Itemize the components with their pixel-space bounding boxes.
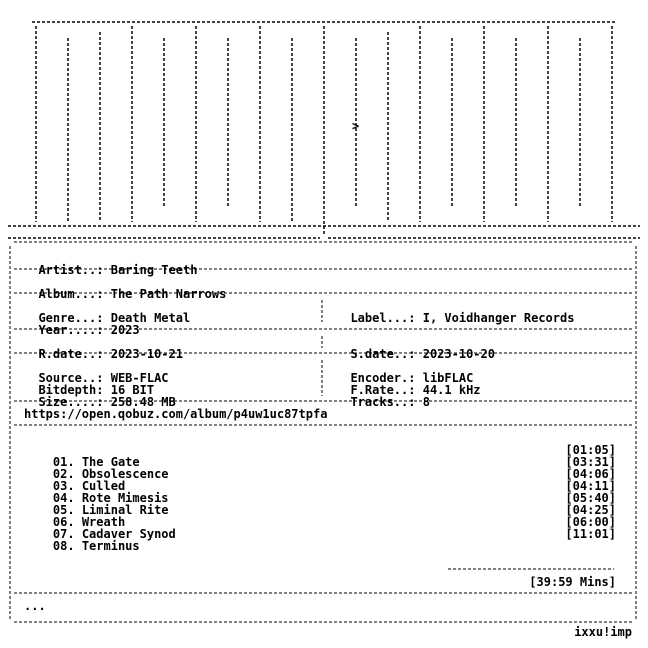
- rdate-row: [24, 336, 183, 360]
- album-url-link[interactable]: https://open.qobuz.com/album/p4uw1uc87tpfa: [24, 407, 328, 421]
- track-title: The Gate: [81, 455, 140, 469]
- track-number: 01.: [52, 455, 75, 469]
- track-title: Liminal Rite: [81, 503, 169, 517]
- bitdepth-value: 16 BIT: [110, 383, 155, 397]
- genre-value: Death Metal: [110, 311, 191, 325]
- source-label: Source..:: [38, 371, 104, 385]
- svg-text:>: >: [352, 119, 360, 133]
- tracks-count-label: Tracks..:: [350, 395, 416, 409]
- album-row: [24, 276, 226, 300]
- track-time: [04:11]: [565, 479, 616, 493]
- year-row: [24, 312, 140, 336]
- label-label: Label...:: [350, 311, 416, 325]
- track-number: 03.: [52, 479, 75, 493]
- tracks-count-row: [336, 384, 430, 408]
- track-time: [04:25]: [565, 503, 616, 517]
- track-time: [04:06]: [565, 467, 616, 481]
- notes-text: ...: [24, 599, 46, 613]
- frate-value: 44.1 kHz: [422, 383, 481, 397]
- track-number: 04.: [52, 491, 75, 505]
- track-row: [24, 527, 616, 553]
- size-row: [24, 384, 176, 408]
- track-time: [06:00]: [565, 515, 616, 529]
- track-number: 06.: [52, 515, 75, 529]
- genre-label: Genre...:: [38, 311, 104, 325]
- track-title: Obsolescence: [81, 467, 169, 481]
- track-title: Cadaver Synod: [81, 527, 176, 541]
- track-number: 08.: [52, 539, 75, 553]
- size-value: 258.48 MB: [110, 395, 176, 409]
- track-number: 05.: [52, 503, 75, 517]
- bitdepth-label: Bitdepth:: [38, 383, 104, 397]
- track-number: 02.: [52, 467, 75, 481]
- artist-label: Artist..:: [38, 263, 104, 277]
- track-number: 07.: [52, 527, 75, 541]
- track-title: Culled: [81, 479, 126, 493]
- track-title: Rote Mimesis: [81, 491, 169, 505]
- rdate-value: 2023-10-21: [110, 347, 183, 361]
- year-value: 2023: [110, 323, 140, 337]
- encoder-value: libFLAC: [422, 371, 474, 385]
- label-value: I, Voidhanger Records: [422, 311, 575, 325]
- frate-label: F.Rate..:: [350, 383, 416, 397]
- encoder-label: Encoder.:: [350, 371, 416, 385]
- label-row: [336, 300, 574, 324]
- total-time: [39:59 Mins]: [529, 575, 616, 589]
- track-time: [03:31]: [565, 455, 616, 469]
- album-value: The Path Narrows: [110, 287, 227, 301]
- artist-row: [24, 252, 197, 276]
- track-title: Wreath: [81, 515, 126, 529]
- track-time: [05:40]: [565, 491, 616, 505]
- signature: ixxu!imp: [574, 625, 632, 639]
- track-time: [11:01]: [565, 527, 616, 541]
- sdate-label: S.date..:: [350, 347, 416, 361]
- size-label: Size....:: [38, 395, 104, 409]
- year-label: Year....:: [38, 323, 104, 337]
- tracklist: [24, 443, 616, 553]
- sdate-row: [336, 336, 495, 360]
- source-value: WEB-FLAC: [110, 371, 169, 385]
- sdate-value: 2023-10-20: [422, 347, 495, 361]
- track-title: Terminus: [81, 539, 140, 553]
- track-time: [01:05]: [565, 443, 616, 457]
- rdate-label: R.date..:: [38, 347, 104, 361]
- tracks-count-value: 8: [422, 395, 430, 409]
- artist-value: Baring Teeth: [110, 263, 198, 277]
- album-label: Album...:: [38, 287, 104, 301]
